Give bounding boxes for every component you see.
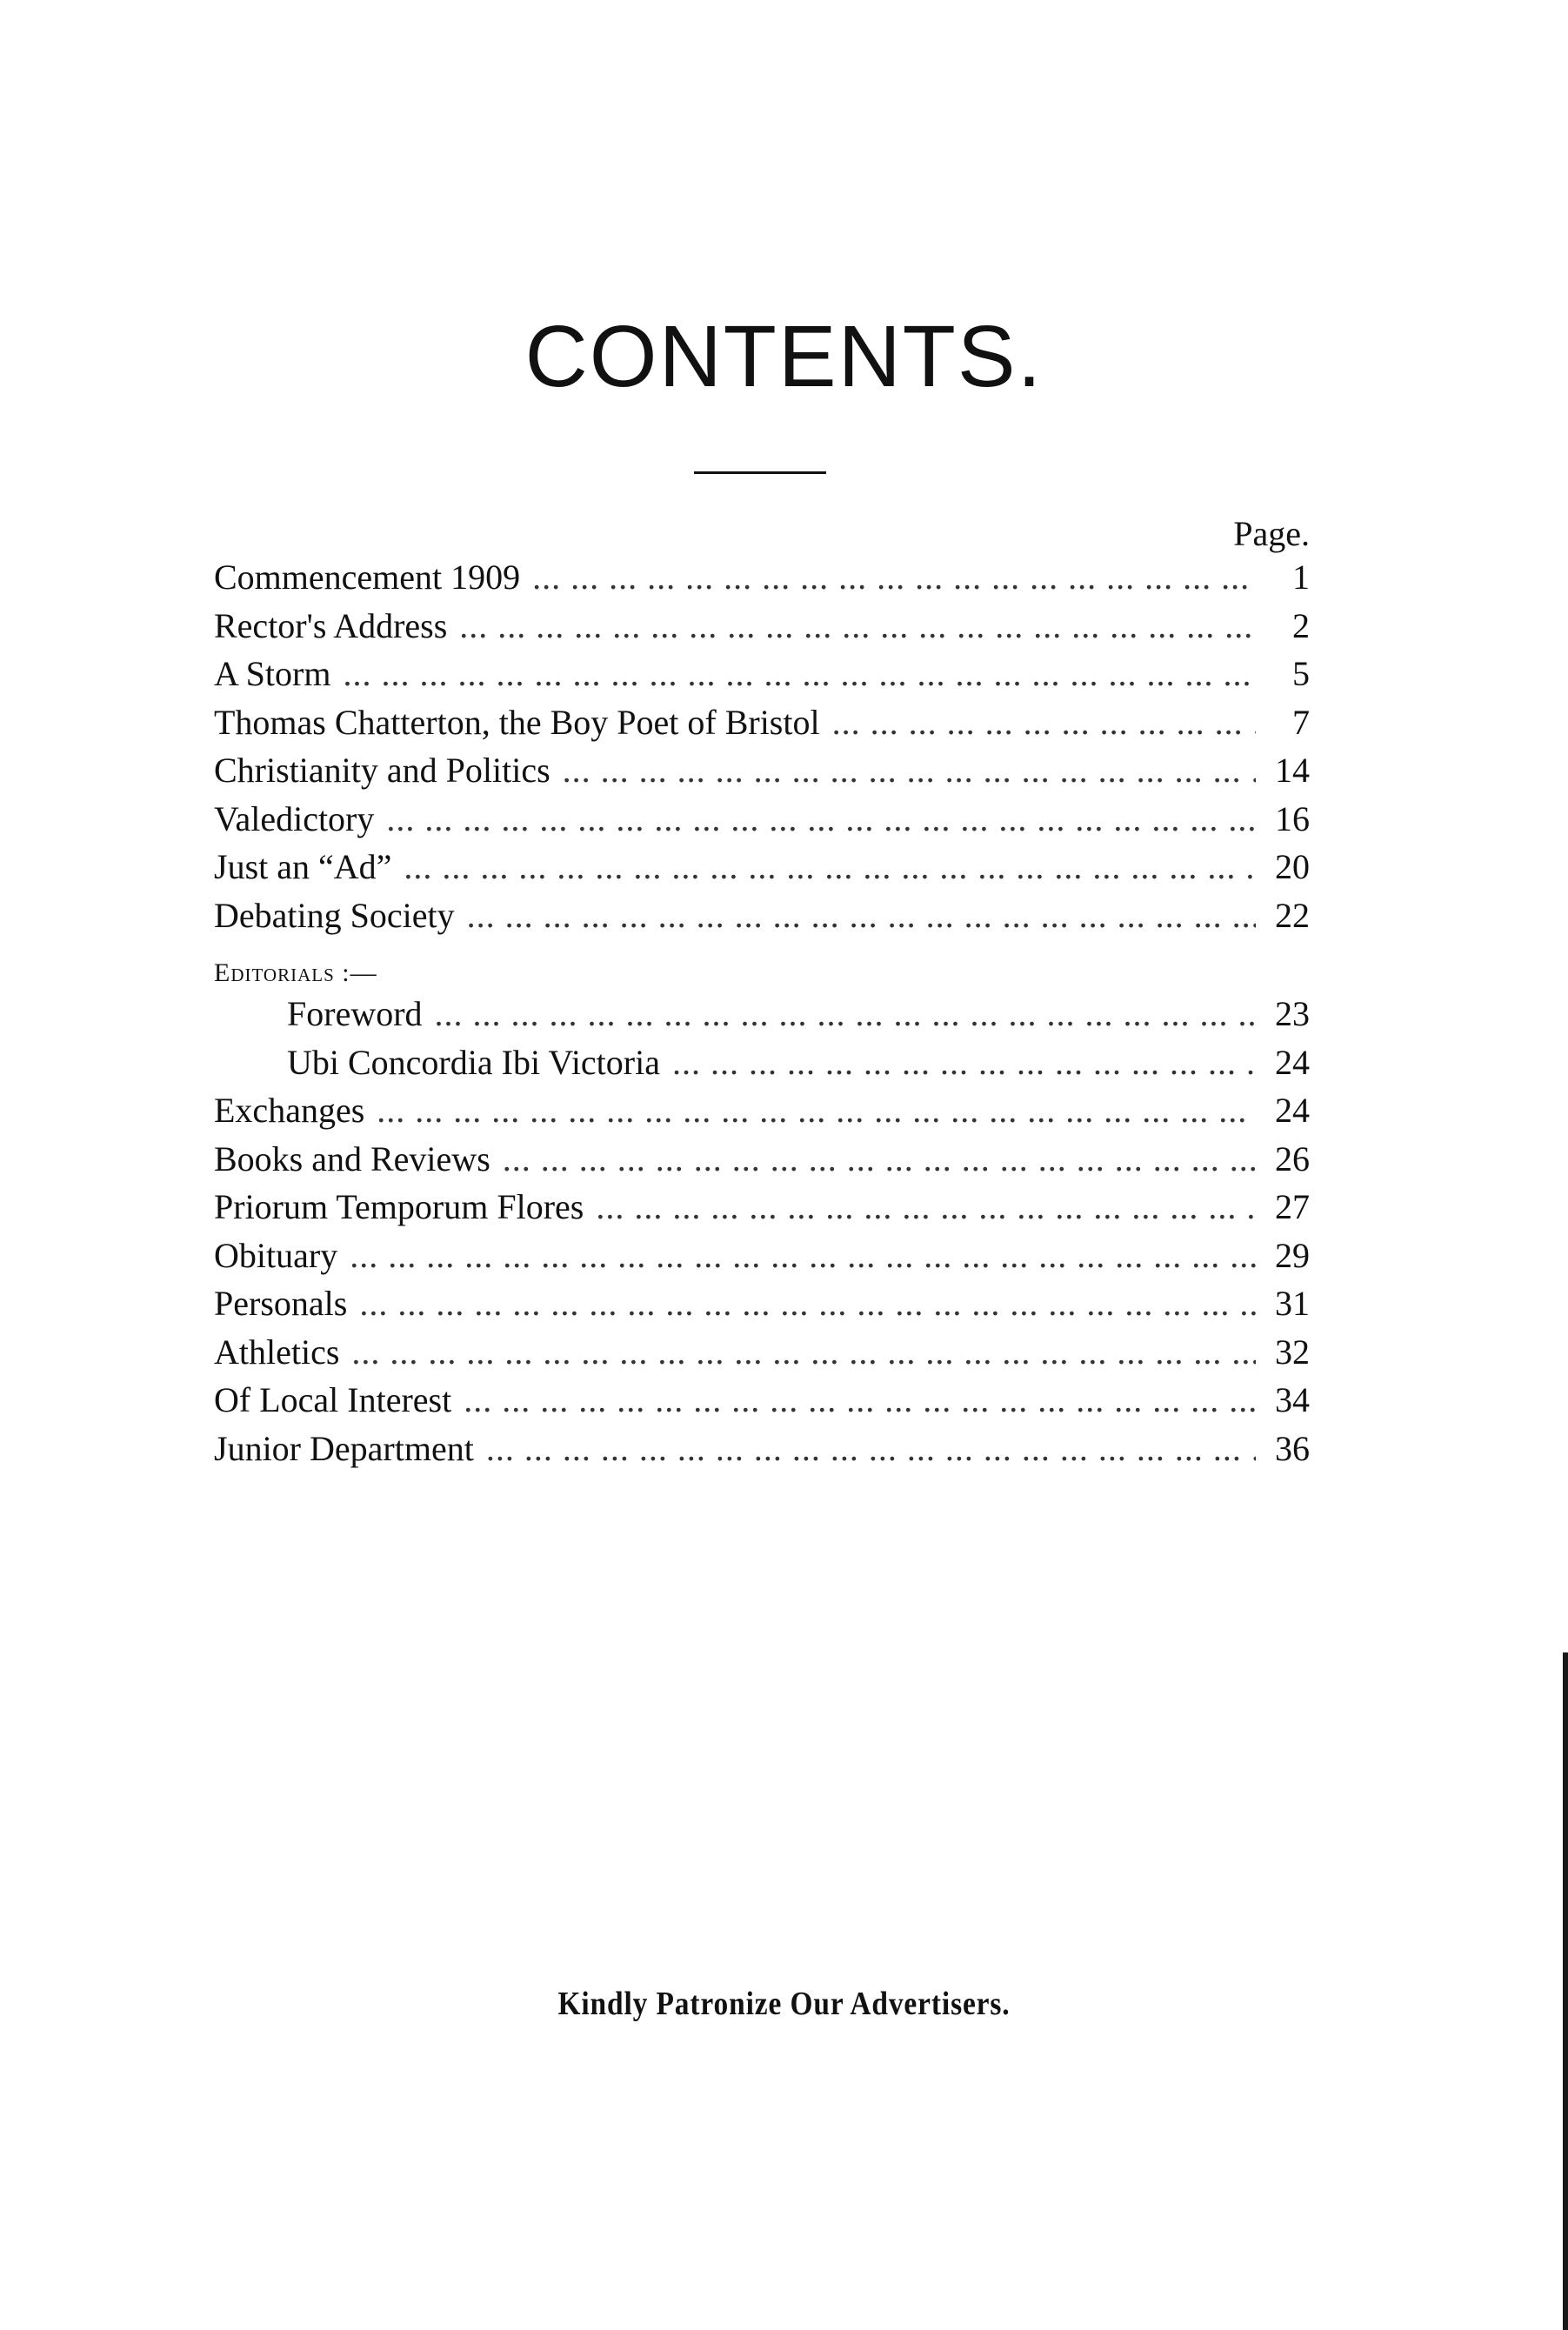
toc-entry-title: Foreword — [287, 994, 423, 1033]
toc-entry-title: A Storm — [214, 654, 331, 693]
toc-entry-title: Rector's Address — [214, 605, 448, 645]
toc-entry[interactable] — [214, 1186, 1310, 1235]
toc-entry-title: Obituary — [214, 1235, 338, 1275]
footer-note: Kindly Patronize Our Advertisers. — [557, 1986, 1011, 2022]
dot-leader — [455, 895, 1256, 935]
toc-entry[interactable] — [214, 605, 1310, 654]
toc-entry[interactable] — [214, 1428, 1310, 1477]
toc-entry-page: 5 — [1292, 654, 1310, 693]
table-of-contents — [214, 513, 1310, 1476]
toc-entry-page: 24 — [1275, 1091, 1310, 1130]
toc-entry-title: Debating Society — [214, 895, 455, 935]
toc-entry[interactable] — [214, 846, 1310, 895]
toc-entry-page: 2 — [1292, 605, 1310, 645]
dot-leader — [423, 993, 1256, 1033]
toc-entry-title: Personals — [214, 1284, 348, 1323]
toc-entry-title: Of Local Interest — [214, 1380, 452, 1419]
dot-leader — [490, 1138, 1256, 1178]
toc-entry-page: 32 — [1275, 1332, 1310, 1372]
dot-leader — [330, 653, 1256, 693]
toc-subentry[interactable] — [214, 993, 1310, 1042]
page-column-header — [214, 513, 1310, 557]
dot-leader — [474, 1428, 1256, 1468]
toc-entry-title: Books and Reviews — [214, 1138, 490, 1178]
page-edge-shadow — [1563, 1652, 1568, 2330]
toc-entry[interactable] — [214, 1235, 1310, 1284]
toc-entry-page: 36 — [1275, 1428, 1310, 1468]
toc-entry[interactable] — [214, 557, 1310, 605]
page-column-label: Page. — [1233, 514, 1310, 553]
toc-entry-page: 34 — [1275, 1380, 1310, 1419]
dot-leader — [347, 1283, 1256, 1323]
dot-leader — [364, 1090, 1256, 1130]
dot-leader — [584, 1186, 1256, 1226]
toc-entry-page: 14 — [1275, 751, 1310, 790]
toc-entry[interactable] — [214, 653, 1310, 702]
toc-entry-page: 29 — [1275, 1235, 1310, 1275]
toc-entry-page: 26 — [1275, 1138, 1310, 1178]
toc-entry-page: 20 — [1275, 847, 1310, 886]
dot-leader — [391, 846, 1256, 886]
dot-leader — [550, 750, 1256, 790]
dot-leader — [374, 798, 1256, 838]
dot-leader — [337, 1235, 1256, 1275]
toc-entry[interactable] — [214, 895, 1310, 944]
toc-entry[interactable] — [214, 1283, 1310, 1332]
dot-leader — [520, 557, 1256, 597]
toc-entry-title: Athletics — [214, 1332, 340, 1372]
toc-entry[interactable] — [214, 750, 1310, 798]
dot-leader — [820, 702, 1256, 742]
toc-entry[interactable] — [214, 1379, 1310, 1428]
dot-leader — [339, 1332, 1256, 1372]
editorials-section-label: Editorials :— — [214, 958, 377, 987]
dot-leader — [447, 605, 1256, 645]
page-title: CONTENTS. — [524, 308, 1044, 405]
toc-entry-title: Priorum Temporum Flores — [214, 1187, 584, 1226]
toc-entry-title: Exchanges — [214, 1091, 365, 1130]
toc-entry-title: Ubi Concordia Ibi Victoria — [287, 1042, 660, 1082]
toc-subentry[interactable] — [214, 1042, 1310, 1091]
toc-entry[interactable] — [214, 1138, 1310, 1187]
toc-entry-title: Junior Department — [214, 1428, 474, 1468]
toc-entry-page: 7 — [1292, 702, 1310, 742]
dot-leader — [660, 1042, 1256, 1082]
toc-entry[interactable] — [214, 798, 1310, 847]
toc-entry-title: Valedictory — [214, 798, 375, 838]
toc-entry-title: Thomas Chatterton, the Boy Poet of Bristol — [214, 702, 820, 742]
toc-entry-title: Christianity and Politics — [214, 751, 550, 790]
toc-entry-page: 23 — [1275, 994, 1310, 1033]
toc-entry-page: 1 — [1292, 557, 1310, 597]
toc-entry-title: Just an “Ad” — [214, 847, 392, 886]
toc-entry-page: 27 — [1275, 1187, 1310, 1226]
toc-entry-title: Commencement 1909 — [214, 557, 521, 597]
toc-entry-page: 16 — [1275, 798, 1310, 838]
toc-entry[interactable] — [214, 702, 1310, 751]
dot-leader — [451, 1379, 1256, 1419]
toc-entry-page: 31 — [1275, 1284, 1310, 1323]
toc-entry-page: 24 — [1275, 1042, 1310, 1082]
title-rule — [694, 471, 826, 474]
toc-entry[interactable] — [214, 1090, 1310, 1138]
toc-entry[interactable] — [214, 1332, 1310, 1380]
toc-entry-page: 22 — [1275, 895, 1310, 935]
